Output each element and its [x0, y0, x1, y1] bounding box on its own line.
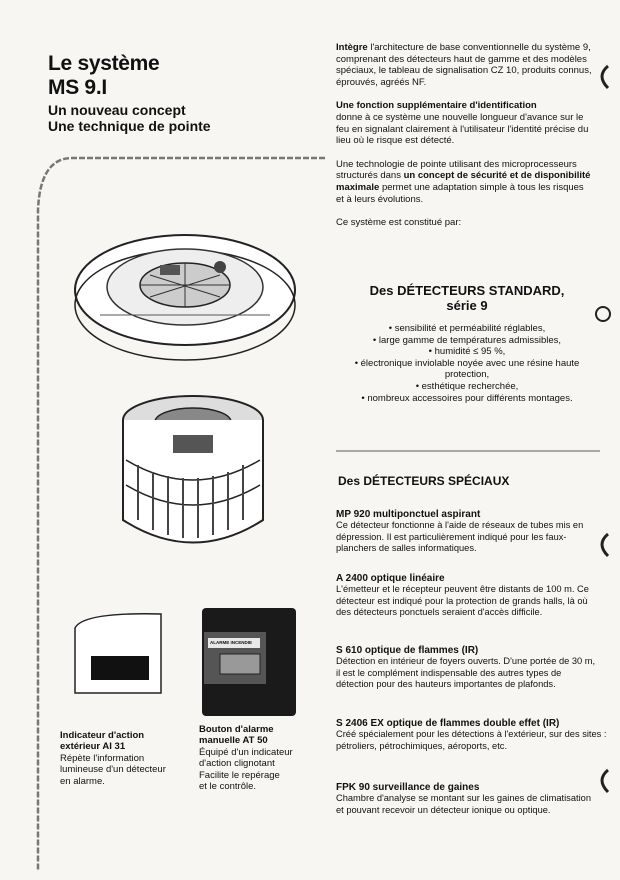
standard-bullet: • nombreux accessoires pour différents montages.	[361, 392, 573, 404]
standard-heading: Des DÉTECTEURS STANDARD,	[369, 283, 565, 298]
special-item-a2400	[336, 573, 598, 619]
special-item-title: S 2406 EX optique de flammes double effet (IR)	[336, 718, 560, 729]
indicator-device-illustration	[73, 610, 165, 695]
intro-paragraph-3	[336, 159, 594, 205]
standard-bullet: • esthétique recherchée,	[415, 380, 519, 392]
button-text-4: et le contrôle.	[199, 781, 257, 793]
binder-ring-icon	[602, 66, 608, 88]
button-caption	[199, 724, 329, 792]
special-item-text: Créé spécialement pour les détections à l'extérieur, sur des sites : pétroliers, pétrochimiques, aéroports, etc.	[336, 729, 607, 751]
standard-series: série 9	[446, 298, 488, 313]
special-item-s2406	[336, 718, 610, 752]
binder-ring-icon	[596, 307, 610, 321]
title-line-1: Le système	[48, 52, 160, 75]
button-title-2: manuelle AT 50	[199, 735, 268, 747]
intro-section	[336, 42, 594, 229]
indicator-text-1: Répète l'information	[60, 752, 145, 764]
intro-p2-text: donne à ce système une nouvelle longueur d'avance sur le feu en signalant clairement à l'utilisateur l'identité précise du lieu où le risque est détecté.	[336, 111, 589, 147]
binder-ring-icon	[602, 534, 608, 556]
indicator-text-2: lumineuse d'un détecteur	[60, 764, 166, 776]
subtitle-line-1: Un nouveau concept	[48, 102, 186, 118]
special-item-title: FPK 90 surveillance de gaines	[336, 782, 480, 793]
detector-base-illustration	[70, 205, 300, 395]
standard-detectors-section	[336, 283, 598, 404]
intro-paragraph-4: Ce système est constitué par:	[336, 217, 462, 229]
alarm-button-label: ALARME INCENDIE	[210, 640, 253, 645]
page-title	[48, 52, 159, 100]
special-item-title: S 610 optique de flammes (IR)	[336, 645, 479, 656]
standard-bullet: • humidité ≤ 95 %,	[428, 346, 506, 358]
binder-ring-icon	[602, 770, 608, 792]
alarm-button-illustration	[200, 606, 298, 718]
special-item-text: Ce détecteur fonctionne à l'aide de réseaux de tubes mis en dépression. Il est particulièrement indiqué pour les faux-planchers de salles informatiques.	[336, 520, 584, 554]
button-text-3: Facilite le repérage	[199, 769, 280, 781]
detector-head-illustration	[118, 390, 268, 565]
intro-p3-c: permet une adaptation simple à tous les risques et à leurs évolutions.	[336, 181, 584, 205]
special-item-mp920	[336, 509, 598, 555]
special-item-text: Détection en intérieur de foyers ouverts. D'une portée de 30 m, il est le complément indispensable des autres types de détection pour des hauteurs importantes de plafonds.	[336, 656, 596, 690]
intro-p1-text: l'architecture de base conventionnelle du système 9, comprenant des détecteurs haut de gamme et des modèles spéciaux, le tableau de signalisation CZ 10, produits connus, éprouvés, agréés NF.	[336, 42, 592, 88]
section-divider	[336, 450, 600, 452]
title-line-2: MS 9.I	[48, 76, 107, 99]
binder-marks	[592, 62, 614, 802]
special-item-title: A 2400 optique linéaire	[336, 573, 445, 584]
intro-p1-bold: Intègre	[336, 42, 368, 53]
special-item-text: Chambre d'analyse se montant sur les gaines de climatisation et pouvant recevoir un détecteur ionique ou optique.	[336, 793, 591, 815]
special-heading: Des DÉTECTEURS SPÉCIAUX	[338, 474, 510, 488]
intro-paragraph-1	[336, 42, 594, 88]
standard-bullet: • sensibilité et perméabilité réglables,	[388, 323, 546, 334]
intro-p3-bold: un concept de sécurité et de disponibilité maximale	[336, 170, 591, 193]
standard-bullet: • large gamme de températures admissibles,	[372, 334, 562, 346]
standard-bullet: • électronique inviolable noyée avec une résine haute protection,	[354, 357, 580, 381]
button-title-1: Bouton d'alarme	[199, 724, 274, 735]
special-item-fpk90	[336, 782, 598, 816]
page-subtitle	[48, 102, 211, 134]
intro-p2-heading: Une fonction supplémentaire d'identification	[336, 100, 537, 112]
special-item-text: L'émetteur et le récepteur peuvent être distants de 100 m. Ce détecteur est indiqué pour la protection de grands halls, là où des détecteurs ponctuels seraient d'accès difficile.	[336, 584, 589, 618]
special-item-s610	[336, 645, 598, 691]
indicator-text-3: en alarme.	[60, 775, 105, 787]
button-text-1: Équipé d'un indicateur	[199, 746, 293, 758]
intro-paragraph-2	[336, 100, 594, 146]
indicator-title-1: Indicateur d'action	[60, 730, 145, 741]
special-item-title: MP 920 multiponctuel aspirant	[336, 509, 481, 520]
button-text-2: d'action clignotant	[199, 758, 275, 770]
intro-p3-a: Une technologie de pointe utilisant des microprocesseurs structurés dans	[336, 158, 577, 182]
subtitle-line-2: Une technique de pointe	[48, 118, 211, 134]
indicator-title-2: extérieur AI 31	[60, 741, 126, 753]
indicator-caption	[60, 730, 190, 787]
